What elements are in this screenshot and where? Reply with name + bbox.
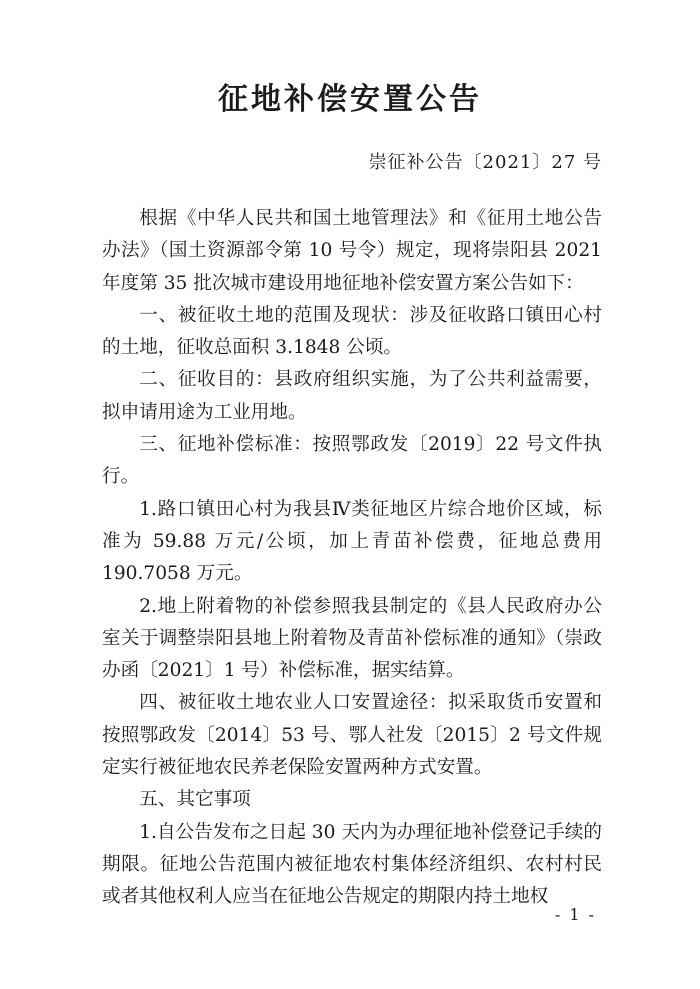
document-title: 征地补偿安置公告 [218, 82, 482, 117]
paragraph-other-item-1: 1.自公告发布之日起 30 天内为办理征地补偿登记手续的期限。征地公告范围内被征地农村集体经济组织、农村村民或者其他权利人应当在征地公告规定的期限内持土地权 [102, 821, 602, 908]
paragraph-compensation-standard: 三、征地补偿标准：按照鄂政发〔2019〕22 号文件执行。 [102, 434, 602, 488]
paragraph-compensation-item-1: 1.路口镇田心村为我县Ⅳ类征地区片综合地价区域，标准为 59.88 万元/公顷，加上青苗补偿费，征地总费用 190.7058 万元。 [102, 498, 602, 585]
paragraph-intro: 根据《中华人民共和国土地管理法》和《征用土地公告办法》（国土资源部令第 10 号令）规定，现将崇阳县 2021 年度第 35 批次城市建设用地征地补偿安置方案公告如下： [102, 208, 602, 294]
paragraph-land-scope: 一、被征收土地的范围及现状：涉及征收路口镇田心村的土地，征收总面积 3.1848 公顷。 [102, 304, 602, 359]
document-number: 崇征补公告〔2021〕27 号 [368, 152, 602, 173]
paragraph-other-matters: 五、其它事项 [139, 789, 251, 811]
page-number: - 1 - [554, 905, 596, 924]
paragraph-compensation-item-2: 2.地上附着物的补偿参照我县制定的《县人民政府办公室关于调整崇阳县地上附着物及青苗补偿标准的通知》（崇政办函〔2021〕1 号）补偿标准，据实结算。 [102, 595, 602, 682]
paragraph-purpose: 二、征收目的：县政府组织实施，为了公共利益需要，拟申请用途为工业用地。 [102, 369, 602, 423]
paragraph-resettlement: 四、被征收土地农业人口安置途径：拟采取货币安置和按照鄂政发〔2014〕53 号、鄂人社发〔2015〕2 号文件规定实行被征地农民养老保险安置两种方式安置。 [102, 692, 602, 779]
document-body [102, 203, 602, 914]
